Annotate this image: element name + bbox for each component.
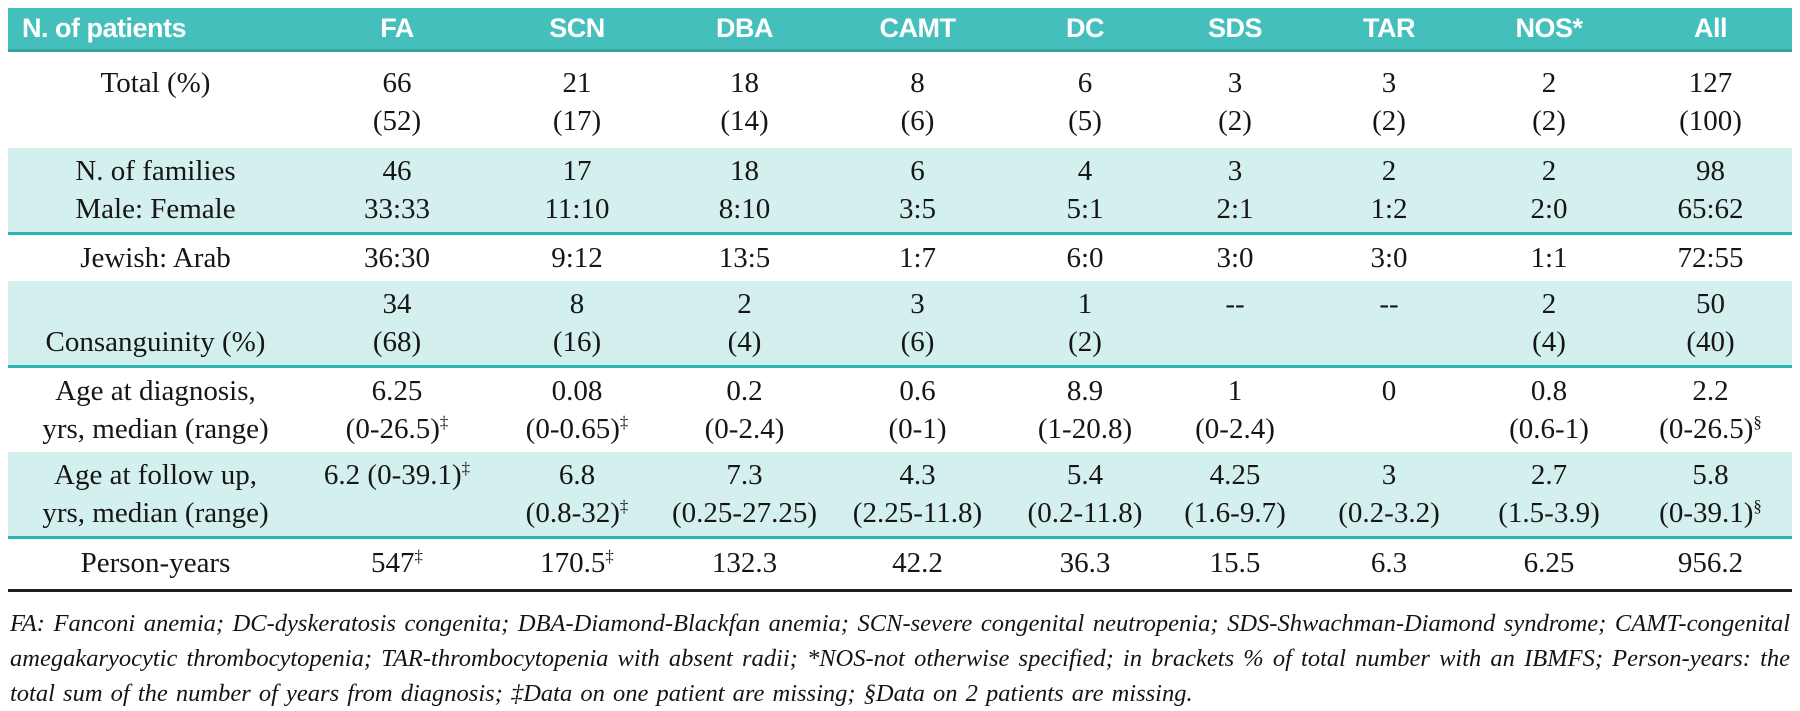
- table-cell: 3:0: [1370, 241, 1408, 274]
- table-cell: 72:55: [1677, 241, 1744, 274]
- column-header-camt: CAMT: [826, 8, 1009, 50]
- table-cell: 42.2: [826, 537, 1009, 590]
- table-cell: 98 65:62: [1629, 148, 1792, 234]
- table-cell: 0.2 (0-2.4): [704, 374, 785, 445]
- table-cell: 21 (17): [552, 66, 602, 137]
- table-cell: 0.6 (0-1): [888, 374, 947, 445]
- table-cell: 2 (2): [1532, 66, 1566, 137]
- table-cell: 3:0: [1216, 241, 1254, 274]
- table-cell: 127 (100): [1679, 66, 1742, 137]
- table-cell: 18 8:10: [663, 148, 826, 234]
- table-row-total: [8, 50, 1792, 148]
- table-cell: 1:7: [898, 241, 937, 274]
- row-label-jewish-arab: Jewish: Arab: [80, 241, 231, 274]
- table-cell: 0.8 (0.6-1): [1509, 374, 1589, 445]
- column-header-fa: FA: [303, 8, 491, 50]
- column-header-scn: SCN: [491, 8, 663, 50]
- column-header-dc: DC: [1009, 8, 1161, 50]
- table-cell: 6 3:5: [826, 148, 1009, 234]
- row-label-age-at-follow-up: Age at follow up, yrs, median (range): [8, 452, 303, 538]
- table-cell: 18 (14): [720, 66, 769, 137]
- table-cell: 2 1:2: [1309, 148, 1469, 234]
- column-header-tar: TAR: [1309, 8, 1469, 50]
- table-cell: 3 (0.2-3.2): [1309, 452, 1469, 538]
- table-row-person-years: [8, 537, 1792, 590]
- table-row-jewish-arab: [8, 233, 1792, 281]
- table-cell: 3 2:1: [1161, 148, 1309, 234]
- header-row: [8, 8, 1792, 50]
- table-cell: 0.08 (0-0.65)‡: [525, 374, 629, 445]
- table-cell: 4.3 (2.25-11.8): [826, 452, 1009, 538]
- patients-table: [8, 8, 1792, 592]
- table-cell: 2 (4): [1469, 281, 1629, 367]
- table-cell: 6.8 (0.8-32)‡: [491, 452, 663, 538]
- table-cell: 6.2 (0-39.1)‡: [303, 452, 491, 538]
- table-cell: 8 (6): [900, 66, 935, 137]
- table-cell: 6:0: [1066, 241, 1104, 274]
- table-cell: 132.3: [663, 537, 826, 590]
- table-cell: 3 (2): [1218, 66, 1252, 137]
- table-cell: 2 2:0: [1469, 148, 1629, 234]
- table-cell: 547‡: [303, 537, 491, 590]
- table-cell: 8 (16): [491, 281, 663, 367]
- table-cell: 36.3: [1009, 537, 1161, 590]
- column-header-nos: NOS*: [1469, 8, 1629, 50]
- table-cell: 50 (40): [1629, 281, 1792, 367]
- table-cell: 6.25: [1469, 537, 1629, 590]
- table-cell: 6.25 (0-26.5)‡: [345, 374, 449, 445]
- table-cell: 2 (4): [663, 281, 826, 367]
- table-cell: 13:5: [718, 241, 771, 274]
- table-cell: 5.4 (0.2-11.8): [1009, 452, 1161, 538]
- table-cell: --: [1309, 281, 1469, 367]
- row-label-age-at-diagnosis: Age at diagnosis, yrs, median (range): [42, 374, 269, 445]
- table-cell: 15.5: [1161, 537, 1309, 590]
- table-cell: 3 (6): [826, 281, 1009, 367]
- table-row-families-male-female: [8, 148, 1792, 234]
- table-cell: 1 (0-2.4): [1195, 374, 1275, 445]
- table-row-age-at-diagnosis: [8, 366, 1792, 452]
- row-label-total: Total (%): [100, 66, 211, 99]
- table-cell: 9:12: [551, 241, 603, 274]
- footnote-text: FA: Fanconi anemia; DC-dyskeratosis congenita; DBA-Diamond-Blackfan anemia; SCN-severe congenital neutropenia; SDS-Shwachman-Diamond syndrome; CAMT-congenital amegakaryocytic thrombocytopenia; TAR-thrombocytopenia with absent radii; *NOS-not otherwise specified; in brackets % of total number with an IBMFS; Person-years: the total sum of the number of years from diagnosis; ‡Data on one patient are missing; §Data on 2 patients are missing.: [10, 609, 1790, 707]
- table-cell: 3 (2): [1372, 66, 1406, 137]
- table-cell: 2.2 (0-26.5)§: [1659, 374, 1762, 445]
- table-cell: 2.7 (1.5-3.9): [1469, 452, 1629, 538]
- table-cell: 5.8 (0-39.1)§: [1629, 452, 1792, 538]
- column-header-n-of-patients: N. of patients: [8, 8, 303, 50]
- column-header-all: All: [1629, 8, 1792, 50]
- table-cell: 17 11:10: [491, 148, 663, 234]
- table-body: [8, 50, 1792, 590]
- table-cell: 6.3: [1309, 537, 1469, 590]
- table-cell: --: [1161, 281, 1309, 367]
- table-cell: 36:30: [363, 241, 431, 274]
- row-label-families-male-female: N. of families Male: Female: [8, 148, 303, 234]
- table-cell: 8.9 (1-20.8): [1037, 374, 1133, 445]
- table-cell: 66 (52): [372, 66, 422, 137]
- column-header-dba: DBA: [663, 8, 826, 50]
- table-cell: 956.2: [1629, 537, 1792, 590]
- table-cell: 0: [1381, 374, 1397, 407]
- table-cell: 170.5‡: [491, 537, 663, 590]
- table-cell: 7.3 (0.25-27.25): [663, 452, 826, 538]
- table-cell: 34 (68): [303, 281, 491, 367]
- table-cell: 4 5:1: [1009, 148, 1161, 234]
- table-cell: 4.25 (1.6-9.7): [1161, 452, 1309, 538]
- row-label-person-years: Person-years: [8, 537, 303, 590]
- table-row-consanguinity: [8, 281, 1792, 367]
- row-label-consanguinity: Consanguinity (%): [8, 281, 303, 367]
- column-header-sds: SDS: [1161, 8, 1309, 50]
- table-row-age-at-follow-up: [8, 452, 1792, 538]
- table-cell: 1:1: [1530, 241, 1568, 274]
- table-cell: 46 33:33: [303, 148, 491, 234]
- table-cell: 1 (2): [1009, 281, 1161, 367]
- table-cell: 6 (5): [1068, 66, 1102, 137]
